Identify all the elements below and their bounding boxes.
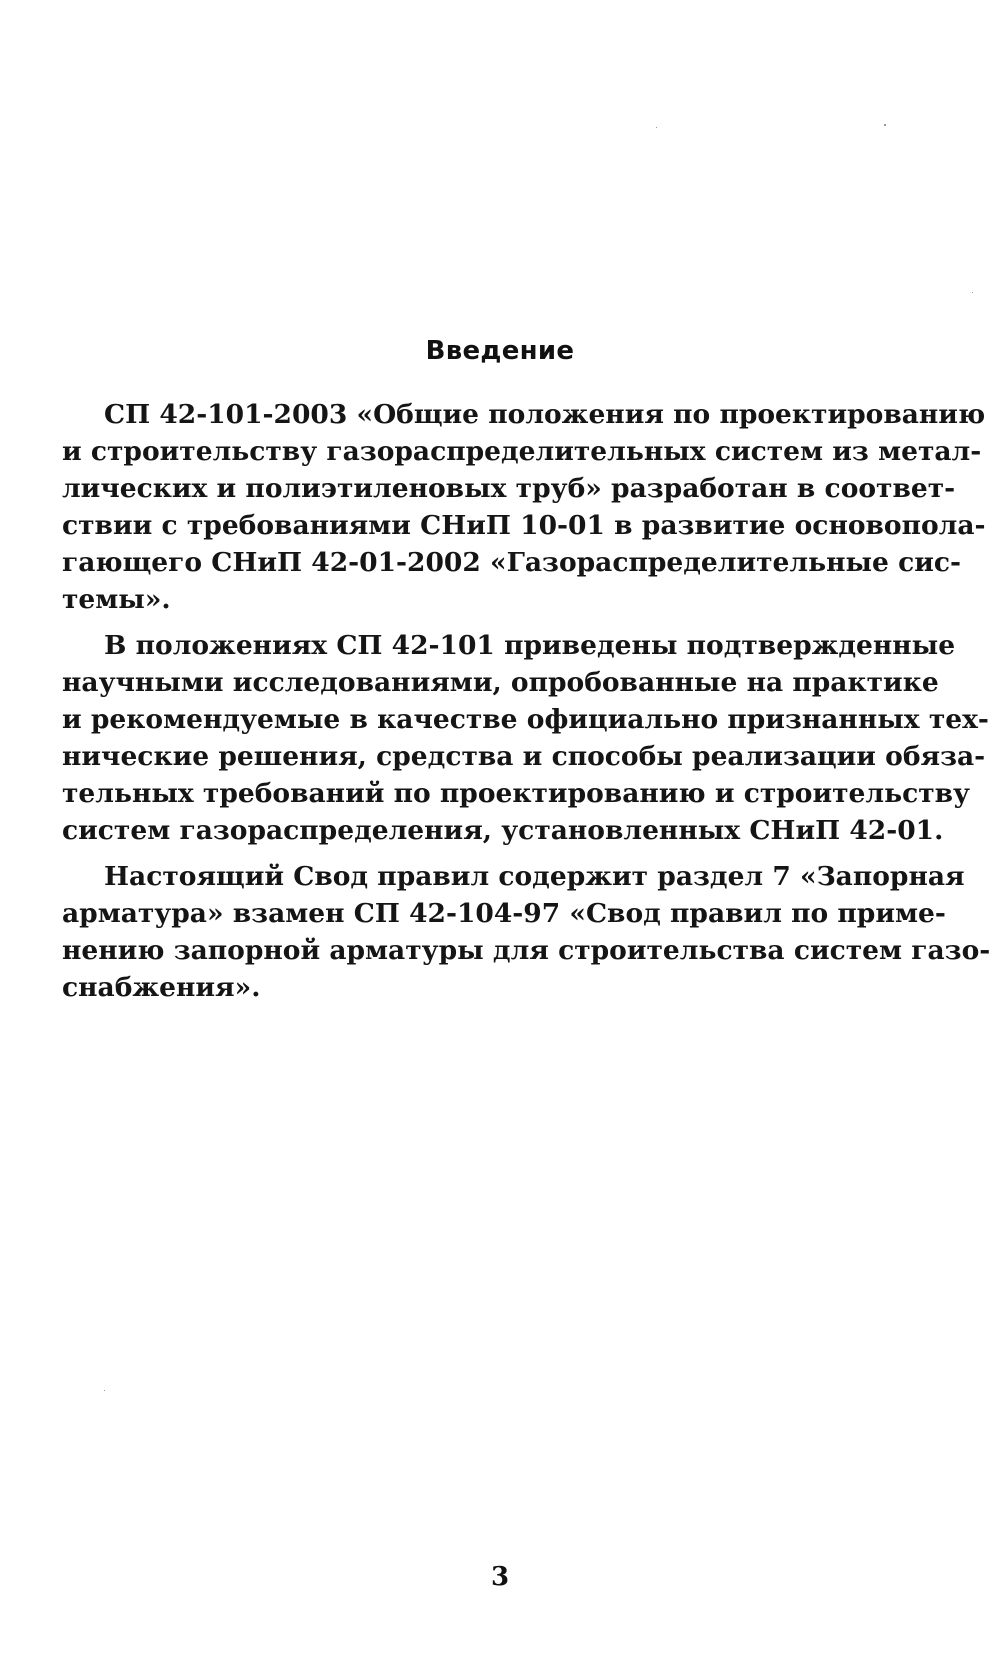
text-line: систем газораспределения, установленных СНиП 42-01. — [62, 815, 944, 846]
text-line: темы». — [62, 584, 171, 615]
text-line: гающего СНиП 42-01-2002 «Газораспределительные сис- — [62, 547, 962, 578]
text-line: В положениях СП 42-101 приведены подтвержденные — [104, 630, 956, 661]
text-line: Настоящий Свод правил содержит раздел 7 «Запорная — [104, 861, 965, 892]
scan-speck — [656, 127, 657, 128]
scan-speck — [884, 124, 886, 126]
text-line: нические решения, средства и способы реализации обяза- — [62, 741, 986, 772]
text-line: и рекомендуемые в качестве официально признанных тех- — [62, 704, 989, 735]
text-line: арматура» взамен СП 42-104-97 «Свод правил по приме- — [62, 898, 946, 929]
text-line: нению запорной арматуры для строительства систем газо- — [62, 935, 991, 966]
text-line: и строительству газораспределительных систем из метал- — [62, 436, 982, 467]
page-number: 3 — [490, 1562, 510, 1592]
text-line: тельных требований по проектированию и строительству — [62, 778, 971, 809]
text-line: ствии с требованиями СНиП 10-01 в развитие основопола- — [62, 510, 986, 541]
scan-speck — [104, 1390, 105, 1391]
paragraph — [62, 396, 986, 618]
text-line: СП 42-101-2003 «Общие положения по проектированию — [104, 399, 986, 430]
body-text — [62, 396, 991, 1015]
scan-speck — [972, 292, 973, 293]
paragraph — [62, 858, 991, 1006]
section-heading: Введение — [425, 336, 575, 366]
text-line: научными исследованиями, опробованные на практике — [62, 667, 939, 698]
text-line: лических и полиэтиленовых труб» разработан в соответ- — [62, 473, 956, 504]
text-line: снабжения». — [62, 972, 261, 1003]
paragraph — [62, 627, 989, 849]
